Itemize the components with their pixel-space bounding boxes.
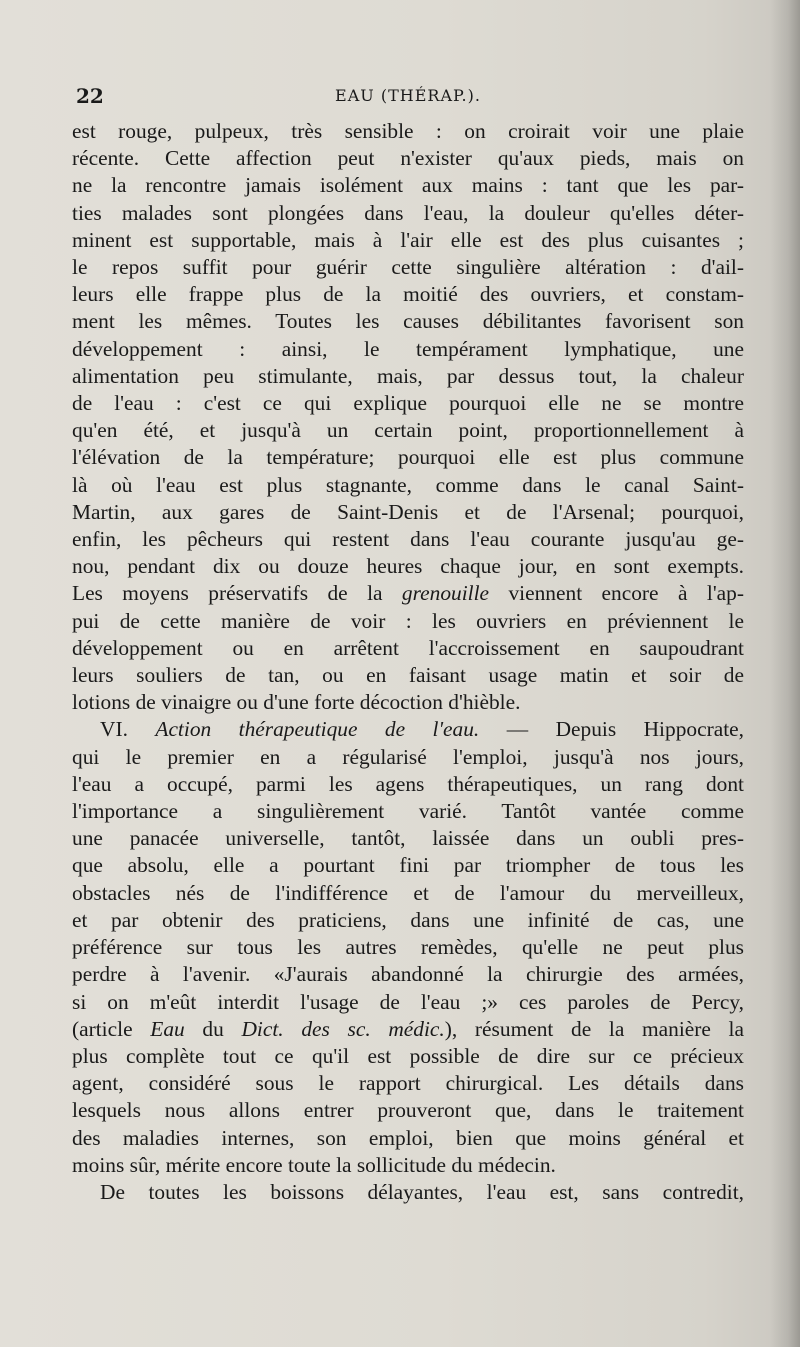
page-edge-shadow [770,0,800,1347]
text-segment: ne la rencontre jamais isolément aux mains : tant que les par- [72,173,744,198]
italic-text: Dict. des sc. médic. [241,1016,445,1041]
text-segment: une panacée universelle, tantôt, laissée dans un oubli pres- [72,826,744,851]
text-segment: des maladies internes, son emploi, bien que moins général et [72,1125,744,1150]
text-segment: le repos suffit pour guérir cette singulière altération : d'ail- [72,255,744,280]
text-line [72,608,744,635]
text-segment: récente. Cette affection peut n'exister qu'aux pieds, mais on [72,146,744,171]
text-line [72,880,744,907]
text-line [72,1125,744,1152]
text-segment: qu'en été, et jusqu'à un certain point, proportionnellement à [72,418,744,443]
text-segment: nou, pendant dix ou douze heures chaque jour, en sont exempts. [72,554,744,579]
text-segment: moins sûr, mérite encore toute la sollicitude du médecin. [72,1152,556,1177]
page-number: 22 [76,84,104,108]
text-segment: perdre à l'avenir. «J'aurais abandonné la chirurgie des armées, [72,962,744,987]
text-line [72,1152,744,1179]
text-line [72,961,744,988]
text-segment: développement ou en arrêtent l'accroissement en saupoudrant [72,635,744,660]
italic-text: Action thérapeutique de l'eau. [155,717,480,742]
text-segment: ties malades sont plongées dans l'eau, la douleur qu'elles déter- [72,200,744,225]
text-line [72,689,744,716]
text-segment: enfin, les pêcheurs qui restent dans l'eau courante jusqu'au ge- [72,527,744,552]
text-line [72,472,744,499]
text-line [72,444,744,471]
text-line [72,771,744,798]
text-line [72,744,744,771]
text-segment: Martin, aux gares de Saint-Denis et de l'Arsenal; pourquoi, [72,499,744,524]
italic-text: Eau [150,1016,185,1041]
text-segment: leurs souliers de tan, ou en faisant usage matin et soir de [72,663,744,688]
text-line [72,553,744,580]
text-segment: plus complète tout ce qu'il est possible de dire sur ce précieux [72,1043,744,1068]
text-segment: De toutes les boissons délayantes, l'eau est, sans contredit, [100,1179,744,1204]
text-line [72,1179,744,1206]
text-segment: alimentation peu stimulante, mais, par dessus tout, la chaleur [72,363,744,388]
text-line [72,1016,744,1043]
text-segment: viennent encore à l'ap- [489,581,744,606]
text-segment: là où l'eau est plus stagnante, comme dans le canal Saint- [72,472,744,497]
page-header [72,84,744,114]
text-line [72,363,744,390]
text-segment: du [184,1016,242,1041]
text-segment: ment les mêmes. Toutes les causes débilitantes favorisent son [72,309,744,334]
text-segment: VI. [100,717,156,742]
text-segment: lotions de vinaigre ou d'une forte décoction d'hièble. [72,690,521,715]
text-line [72,580,744,607]
text-segment: et par obtenir des praticiens, dans une infinité de cas, une [72,907,744,932]
text-segment: lesquels nous allons entrer prouveront que, dans le traitement [72,1098,744,1123]
text-line [72,825,744,852]
text-line [72,281,744,308]
text-line [72,172,744,199]
text-segment: (article [72,1016,151,1041]
text-segment: Les moyens préservatifs de la [72,581,402,606]
text-segment: — Depuis Hippocrate, [479,717,744,742]
italic-text: grenouille [401,581,490,606]
text-segment: de l'eau : c'est ce qui explique pourquoi elle ne se montre [72,391,744,416]
text-line [72,336,744,363]
text-segment: agent, considéré sous le rapport chirurgical. Les détails dans [72,1071,744,1096]
text-segment: obstacles nés de l'indifférence et de l'amour du merveilleux, [72,880,744,905]
text-segment: préférence sur tous les autres remèdes, qu'elle ne peut plus [72,935,744,960]
text-line [72,1097,744,1124]
text-segment: qui le premier en a régularisé l'emploi, jusqu'à nos jours, [72,744,744,769]
text-segment: pui de cette manière de voir : les ouvriers en préviennent le [72,608,744,633]
text-line [72,417,744,444]
text-segment: l'eau a occupé, parmi les agens thérapeutiques, un rang dont [72,771,744,796]
text-line [72,227,744,254]
text-line [72,907,744,934]
text-line [72,308,744,335]
text-line [72,798,744,825]
text-segment: minent est supportable, mais à l'air elle est des plus cuisantes ; [72,227,744,252]
text-line [72,989,744,1016]
text-segment: que absolu, elle a pourtant fini par triompher de tous les [72,853,744,878]
text-segment: l'élévation de la température; pourquoi elle est plus commune [72,445,744,470]
text-line [72,662,744,689]
text-segment: ), résument de la manière la [444,1016,744,1041]
text-line [72,200,744,227]
text-segment: développement : ainsi, le tempérament lymphatique, une [72,336,744,361]
text-line [72,1043,744,1070]
text-line [72,635,744,662]
text-line [72,716,744,743]
text-line [72,526,744,553]
text-segment: si on m'eût interdit l'usage de l'eau ;» ces paroles de Percy, [72,989,744,1014]
text-line [72,1070,744,1097]
running-head: EAU (THÉRAP.). [335,86,481,105]
text-line [72,118,744,145]
text-segment: est rouge, pulpeux, très sensible : on croirait voir une plaie [72,119,744,143]
text-segment: l'importance a singulièrement varié. Tantôt vantée comme [72,799,744,824]
text-line [72,852,744,879]
text-line [72,145,744,172]
text-line [72,390,744,417]
text-line [72,934,744,961]
body-text [72,118,744,1206]
text-segment: leurs elle frappe plus de la moitié des ouvriers, et constam- [72,282,744,307]
text-line [72,499,744,526]
text-line [72,254,744,281]
